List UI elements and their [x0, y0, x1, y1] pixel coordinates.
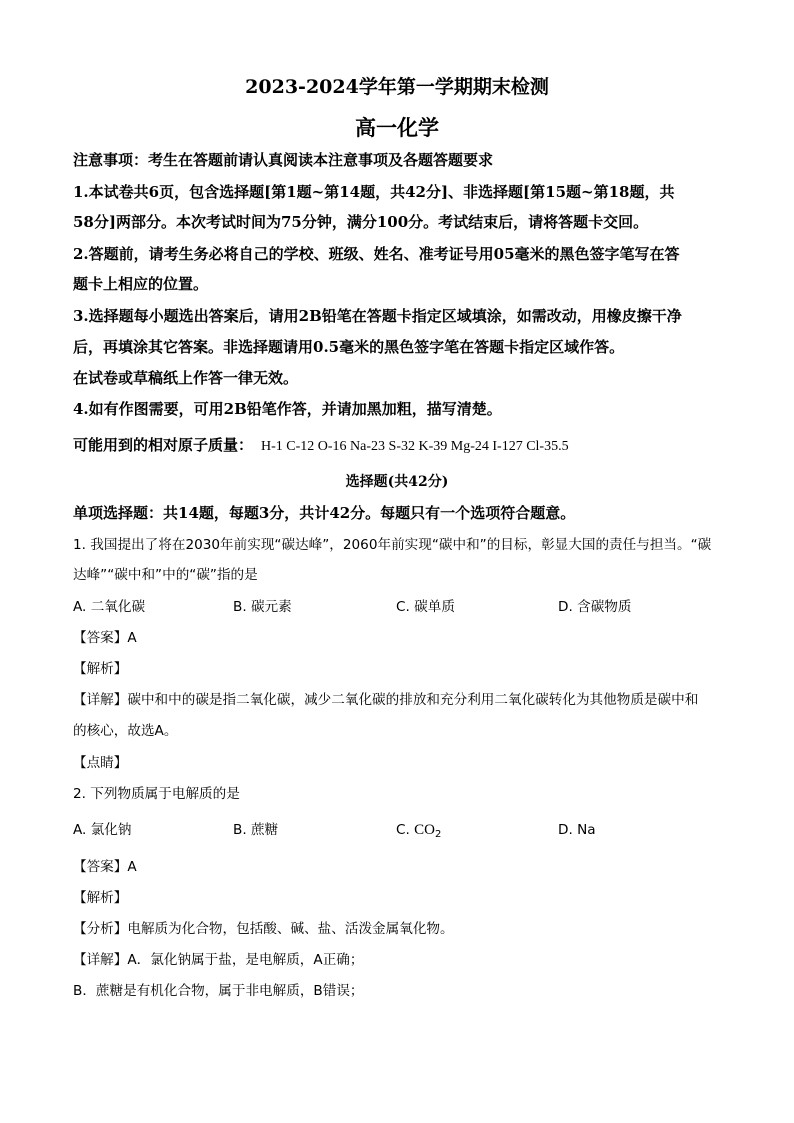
notice-item-2a: 2.答题前，请考生务必将自己的学校、班级、姓名、准考证号用05毫米的黑色签字笔写在答	[73, 245, 680, 263]
q2-option-d: D. Na	[558, 822, 596, 838]
notice-item-3c: 在试卷或草稿纸上作答一律无效。	[73, 369, 299, 387]
q2-answer: 【答案】A	[73, 859, 137, 875]
co2-formula: CO	[414, 822, 435, 838]
q1-detail-line2: 的核心，故选A。	[73, 723, 178, 739]
q2-fenxi: 【分析】电解质为化合物，包括酸、碱、盐、活泼金属氧化物。	[73, 921, 454, 937]
q2-option-b: B. 蔗糖	[233, 822, 279, 838]
q2-stem: 2. 下列物质属于电解质的是	[73, 786, 240, 802]
notice-heading: 注意事项：考生在答题前请认真阅读本注意事项及各题答题要求	[73, 151, 494, 169]
q2-analysis: 【解析】	[73, 890, 128, 906]
q1-option-d: D. 含碳物质	[558, 599, 632, 615]
q1-analysis: 【解析】	[73, 661, 128, 677]
q1-option-c: C. 碳单质	[396, 599, 455, 615]
q1-option-a: A. 二氧化碳	[73, 599, 146, 615]
notice-item-4: 4.如有作图需要，可用2B铅笔作答，并请加黑加粗，描写清楚。	[73, 400, 502, 418]
q2-detail-line2: B．蔗糖是有机化合物，属于非电解质，B错误；	[73, 983, 364, 999]
q1-answer: 【答案】A	[73, 630, 137, 646]
notice-item-3b: 后，再填涂其它答案。非选择题请用0.5毫米的黑色签字笔在答题卡指定区域作答。	[73, 338, 625, 356]
notice-item-1a: 1.本试卷共6页，包含选择题[第1题~第14题，共42分]、非选择题[第15题~第18题，共	[73, 183, 675, 201]
atomic-mass-label: 可能用到的相对原子质量：	[73, 436, 254, 454]
q2-option-c-label: C.	[396, 822, 415, 838]
section-title: 选择题(共42分)	[345, 474, 449, 490]
q1-option-b: B. 碳元素	[233, 599, 292, 615]
q2-detail-line1: 【详解】A．氯化钠属于盐，是电解质，A正确；	[73, 952, 364, 968]
section-instruction: 单项选择题：共14题，每题3分，共计42分。每题只有一个选项符合题意。	[73, 504, 576, 522]
notice-item-2b: 题卡上相应的位置。	[73, 275, 209, 293]
q2-option-a: A. 氯化钠	[73, 822, 132, 838]
co2-subscript: 2	[434, 829, 442, 840]
notice-item-3a: 3.选择题每小题选出答案后，请用2B铅笔在答题卡指定区域填涂，如需改动，用橡皮擦干净	[73, 307, 682, 325]
q1-stem-line1: 1. 我国提出了将在2030年前实现“碳达峰”，2060年前实现“碳中和”的目标，彰显大国的责任与担当。“碳	[73, 537, 712, 553]
q2-option-c	[396, 820, 441, 845]
q1-detail-line1: 【详解】碳中和中的碳是指二氧化碳，减少二氧化碳的排放和充分利用二氧化碳转化为其他物质是碳中和	[73, 692, 699, 708]
atomic-mass-line	[73, 435, 569, 457]
exam-title: 2023-2024学年第一学期期末检测	[245, 76, 549, 98]
subject-title: 高一化学	[355, 115, 439, 140]
q1-comment: 【点睛】	[73, 755, 128, 771]
notice-item-1b: 58分]两部分。本次考试时间为75分钟，满分100分。考试结束后，请将答题卡交回。	[73, 213, 649, 231]
q1-stem-line2: 达峰”“碳中和”中的“碳”指的是	[73, 567, 258, 583]
atomic-mass-values: H-1 C-12 O-16 Na-23 S-32 K-39 Mg-24 I-127 Cl-35.5	[261, 439, 569, 454]
